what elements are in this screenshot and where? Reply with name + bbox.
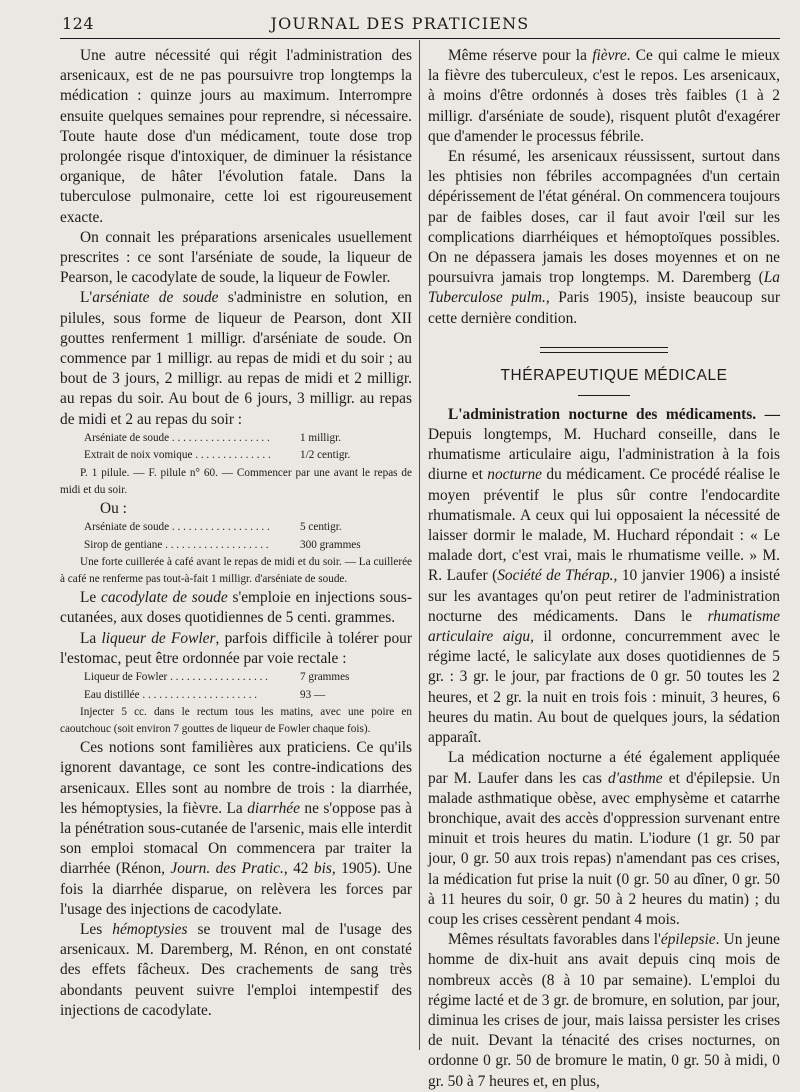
- italic-term: bis: [313, 860, 332, 878]
- paragraph-asthme: La médication nocturne a été également appliquée par M. Laufer dans les cas d'asthme et d'épilepsie. Un malade asthmatique obèse, avec emphysème et catarrhe bronchique, avait des accès d'oppression survenant entre minuit et trois heures du matin. L'iodure (1 gr. 50 par jour, 0 gr. 50 aux trois repas) n'amendant pas ces crises, la médication fut prise la nuit (0 gr. 50 au dîner, 0 gr. 50 à 11 heures du soir, 0 gr. 50 à 2 heures du matin) ; du coup les crises cessèrent pendant 4 mois.: [428, 749, 780, 928]
- prescription-3: [60, 669, 412, 704]
- italic-term: hémoptysies: [112, 921, 188, 939]
- right-column: [428, 46, 780, 1092]
- double-rule: [540, 347, 668, 353]
- paragraph-fowler: La liqueur de Fowler, parfois difficile à tolérer pour l'estomac, peut être ordonnée par voie rectale :: [60, 629, 412, 667]
- heading-underline: [428, 387, 780, 405]
- italic-term: diarrhée: [247, 799, 300, 817]
- italic-term: fièvre: [592, 47, 627, 64]
- paragraph-resume: En résumé, les arsenicaux réussissent, surtout dans les phtisies non fébriles accompagnées d'un certain dépérissement de l'état général. On commencera toujours par de faibles doses, car il faut avoir l'œil sur les complications diarrhéiques et hémoptoïques possibles. On ne dépassera jamais les doses moyennes et on ne poursuivra jamais trop longtemps. M. Daremberg (La Tuberculose pulm., Paris 1905), insiste beaucoup sur cette dernière condition.: [428, 148, 780, 327]
- prescription-line: Arséniate de soude . . . 5 centigr.: [60, 519, 412, 537]
- italic-term: cacodylate de soude: [101, 589, 228, 607]
- section-heading: THÉRAPEUTIQUE MÉDICALE: [500, 366, 728, 384]
- paragraph-arseniate: L'arséniate de soude s'administre en solution, en pilules, sous forme de liqueur de Pearson, dont XII gouttes renferment 1 milligr. d'arséniate de soude. On commence par 1 milligr. au repas de midi et du soir ; au bout de 3 jours, 2 milligr. au repas de midi et 2 milligr. au repas du soir. Au bout de 6 jours, 3 milligr. au repas de midi et 2 au repas du soir :: [60, 289, 412, 428]
- italic-term: arséniate de soude: [92, 289, 219, 307]
- paragraph-preparations: On connait les préparations arsenicales usuellement prescrites : ce sont l'arséniate de soude, la liqueur de Pearson, le cacodylate de soude, la liqueur de Fowler.: [60, 228, 412, 287]
- alternative-label: Ou :: [100, 500, 127, 518]
- prescription-2-note: Une forte cuillerée à café avant le repas de midi et du soir. — La cuillerée à café ne renferme pas tout-à-fait 1 milligr. d'arséniate de soude.: [60, 556, 412, 586]
- paragraph-duration: Une autre nécessité qui régit l'administration des arsenicaux, est de ne pas poursuivre trop longtemps la médication : quinze jours au maximum. Interrompre ensuite quelques semaines pour reprendre, si nécessaire. Toute haute dose d'un médicament, toute dose trop prolongée risque d'intoxiquer, de diminuer la résistance organique, de hâter l'évolution fatale. Dans la tuberculose pulmonaire, cette loi est rigoureusement exacte.: [60, 47, 412, 226]
- prescription-line: Arséniate de soude . . . 1 milligr.: [60, 430, 412, 448]
- paragraph-epilepsie: Mêmes résultats favorables dans l'épilepsie. Un jeune homme de dix-huit ans avait depuis cinq mois de nombreux accès (8 à 10 par semaine). L'emploi du régime lacté et de 3 gr. de bromure, en solution, par jour, diminua les crises de jour, mais laissa persister les crises de nuit. Devant la ténacité des crises nocturnes, on ordonne 0 gr. 50 de bromure le matin, 0 gr. 50 à midi, 0 gr. 50 à 7 heures et, en plus,: [428, 931, 780, 1090]
- prescription-line: Extrait de noix vomique . . . 1/2 centigr.: [60, 447, 412, 465]
- short-rule: [578, 395, 630, 396]
- prescription-1: [60, 430, 412, 465]
- italic-citation: La Tuberculose pulm.: [428, 269, 780, 307]
- italic-citation: Journ. des Pratic.: [170, 860, 284, 878]
- italic-term: rhumatisme articulaire aigu: [428, 607, 780, 646]
- italic-term: liqueur de Fowler: [101, 629, 216, 647]
- prescription-line: Sirop de gentiane . . . 300 grammes: [60, 537, 412, 555]
- page-number: 124: [62, 14, 95, 33]
- journal-title: JOURNAL DES PRATICIENS: [270, 14, 530, 33]
- prescription-line: Eau distillée . . . 93 —: [60, 687, 412, 705]
- column-divider: [419, 40, 420, 1050]
- prescription-1-note: P. 1 pilule. — F. pilule n° 60. — Commencer par une avant le repas de midi et du soir.: [60, 467, 412, 497]
- paragraph-cacodylate: Le cacodylate de soude s'emploie en injections sous-cutanées, aux doses quotidiennes de 5 centi. grammes.: [60, 589, 412, 627]
- article-title: L'administration nocturne des médicaments. —: [448, 405, 780, 423]
- italic-citation: Société de Thérap.: [497, 567, 614, 585]
- running-header: [0, 0, 800, 44]
- section-separator: [428, 329, 780, 365]
- italic-term: d'asthme: [608, 769, 663, 787]
- paragraph-hemoptysies: Les hémoptysies se trouvent mal de l'usage des arsenicaux. M. Daremberg, M. Rénon, en ont constaté des effets fâcheux. Des crachements de sang très abondants peuvent suivre l'emploi intempestif des injections de cacodylate.: [60, 921, 412, 1019]
- prescription-2: [60, 519, 412, 554]
- prescription-line: Liqueur de Fowler . . . 7 grammes: [60, 669, 412, 687]
- prescription-3-note: Injecter 5 cc. dans le rectum tous les matins, avec une poire en caoutchouc (soit environ 7 gouttes de liqueur de Fowler chaque fois).: [60, 706, 412, 736]
- italic-term: nocturne: [487, 466, 542, 484]
- paragraph-contraindications: Ces notions sont familières aux praticiens. Ce qu'ils ignorent davantage, ce sont les contre-indications des arsenicaux. Elles sont au nombre de trois : la diarrhée, les hémoptysies, la fièvre. La diarrhée ne s'oppose pas à la pénétration sous-cutanée de l'arsenic, mais elle interdit son emploi stomacal On commencera par traiter la diarrhée (Rénon, Journ. des Pratic., 42 bis, 1905). Une fois la diarrhée disparue, on relèvera les forces par l'usage des injections de cacodylate.: [60, 739, 412, 918]
- left-column: [60, 46, 412, 1021]
- paragraph-nocturne: L'administration nocturne des médicaments. — Depuis longtemps, M. Huchard conseille, dans le rhumatisme articulaire aigu, l'administration à la fois diurne et nocturne du médicament. Ce procédé réalise le moyen préventif le plus sûr contre l'endocardite rhumatismale. A ceux qui lui opposaient la nécessité de laisser dormir le malade, M. Huchard répondait : « Le malade dort, c'est vrai, mais le rhumatisme veille. » M. R. Laufer (Société de Thérap., 10 janvier 1906) a insisté sur les avantages qu'on peut retirer de l'administration nocturne des médicaments. Dans le rhumatisme articulaire aigu, il ordonne, concurremment avec le régime lacté, le salicylate aux doses quotidiennes de 5 gr. : 3 gr. le jour, par fractions de 0 gr. 50 toutes les 2 heures, et 2 gr. la nuit en trois fois : minuit, 3 heures, 6 heures du matin. Au bout de quelques jours, la sédation apparaît.: [428, 405, 780, 747]
- italic-term: épilepsie: [660, 931, 716, 949]
- paragraph-fievre: Même réserve pour la fièvre. Ce qui calme le mieux la fièvre des tuberculeux, c'est le repos. Les arsenicaux, à moins d'être ordonnés à doses très faibles (1 à 2 milligr. d'arséniate de soude), risquent plutôt d'exagérer que d'amender le processus fébrile.: [428, 47, 780, 145]
- header-rule: [60, 38, 780, 39]
